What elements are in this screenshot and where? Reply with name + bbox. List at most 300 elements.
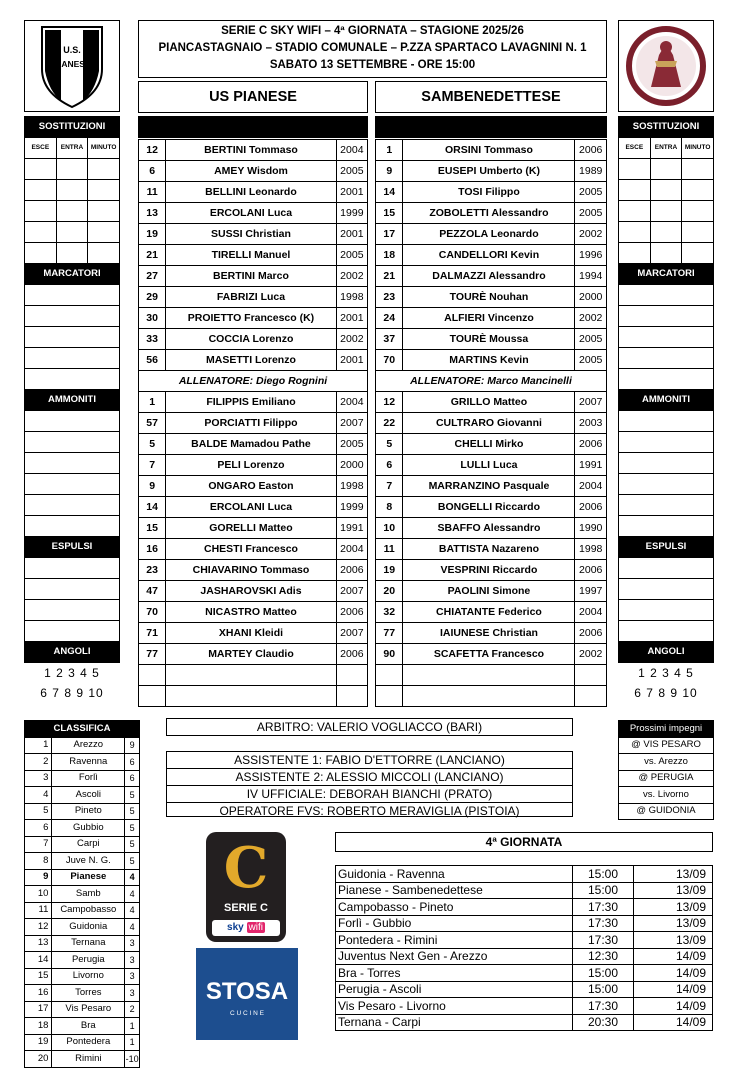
player-name: AMEY Wisdom: [166, 161, 336, 182]
fixture-date: 13/09: [633, 866, 712, 883]
event-cell: [619, 327, 714, 348]
player-birth-year: 2006: [575, 497, 607, 518]
standings-row: [25, 1051, 140, 1068]
empty-cell: [139, 686, 166, 707]
event-row: [619, 180, 714, 201]
substitutions-header-row: [25, 117, 120, 138]
event-cell: [682, 201, 714, 222]
player-number: 29: [139, 287, 166, 308]
player-number: 16: [139, 539, 166, 560]
player-name: CHIATANTE Federico: [403, 602, 575, 623]
fixture-row: [336, 866, 713, 883]
player-number: 8: [376, 497, 403, 518]
event-cell: [25, 369, 120, 390]
standings-row: [25, 968, 140, 985]
corners-row: [25, 683, 120, 703]
player-name: BATTISTA Nazareno: [403, 539, 575, 560]
fixture-teams: Pontedera - Rimini: [336, 932, 573, 949]
corners-row: [25, 663, 120, 684]
event-row: [25, 243, 120, 264]
event-cell: [88, 180, 120, 201]
event-row: [619, 474, 714, 495]
event-row: [619, 306, 714, 327]
standings-points: 6: [125, 770, 140, 787]
sub-col-esce: ESCE: [619, 138, 651, 159]
fixture-date: 13/09: [633, 915, 712, 932]
event-row: [619, 222, 714, 243]
bookings-label: AMMONITI: [619, 390, 714, 411]
player-name: XHANI Kleidi: [166, 623, 336, 644]
empty-row: [139, 665, 368, 686]
player-number: 15: [376, 203, 403, 224]
away-roster-table: [375, 139, 607, 707]
event-row: [25, 201, 120, 222]
standings-row: [25, 737, 140, 754]
player-row: [139, 602, 368, 623]
standings-row: [25, 1018, 140, 1035]
player-number: 23: [139, 560, 166, 581]
standings-position: 10: [25, 886, 52, 903]
player-name: DALMAZZI Alessandro: [403, 266, 575, 287]
event-cell: [25, 516, 120, 537]
home-events-panel: [24, 116, 120, 703]
fixture-date: 14/09: [633, 965, 712, 982]
player-number: 15: [139, 518, 166, 539]
sendings-off-label: ESPULSI: [25, 537, 120, 558]
player-row: [139, 539, 368, 560]
sub-col-minuto: MINUTO: [88, 138, 120, 159]
fourth-official: IV UFFICIALE: DEBORAH BIANCHI (PRATO): [167, 786, 572, 803]
event-cell: [25, 474, 120, 495]
standings-points: 5: [125, 853, 140, 870]
player-number: 77: [376, 623, 403, 644]
player-birth-year: 2002: [336, 266, 367, 287]
standings-row: [25, 985, 140, 1002]
player-row: [376, 644, 607, 665]
standings-points: 3: [125, 935, 140, 952]
event-row: [25, 306, 120, 327]
standings-row: [25, 770, 140, 787]
player-number: 7: [139, 455, 166, 476]
event-cell: [619, 432, 714, 453]
player-birth-year: 2004: [336, 140, 367, 161]
player-birth-year: 2005: [575, 182, 607, 203]
fixture-time: 17:30: [573, 932, 634, 949]
wifi-text: wifi: [248, 922, 263, 933]
player-row: [376, 140, 607, 161]
sub-col-entra: ENTRA: [56, 138, 88, 159]
event-cell: [88, 201, 120, 222]
standings-row: [25, 754, 140, 771]
home-team-name: US PIANESE: [138, 81, 368, 113]
player-name: VESPRINI Riccardo: [403, 560, 575, 581]
fixture-row: [336, 1014, 713, 1031]
corners-numbers-1: 1 2 3 4 5: [638, 666, 694, 680]
assistant-1: ASSISTENTE 1: FABIO D'ETTORRE (LANCIANO): [167, 752, 572, 769]
header-competition: SERIE C SKY WIFI – 4ª GIORNATA – STAGIONE 2025/26: [221, 25, 524, 37]
event-row: [25, 600, 120, 621]
event-row: [25, 222, 120, 243]
standings-team: Pianese: [52, 869, 125, 886]
standings-team: Rimini: [52, 1051, 125, 1068]
next-fixtures-table: [618, 720, 714, 820]
event-cell: [619, 558, 714, 579]
empty-cell: [575, 665, 607, 686]
event-cell: [25, 411, 120, 432]
standings-row: [25, 803, 140, 820]
substitutions-subheader: [25, 138, 120, 159]
fixture-row: [336, 932, 713, 949]
player-number: 10: [376, 518, 403, 539]
fixture-time: 15:00: [573, 965, 634, 982]
player-name: PROIETTO Francesco (K): [166, 308, 336, 329]
player-number: 12: [376, 392, 403, 413]
player-name: PEZZOLA Leonardo: [403, 224, 575, 245]
player-number: 56: [139, 350, 166, 371]
fixture-teams: Guidonia - Ravenna: [336, 866, 573, 883]
player-name: CHIAVARINO Tommaso: [166, 560, 336, 581]
player-number: 33: [139, 329, 166, 350]
event-cell: [619, 621, 714, 642]
player-row: [376, 392, 607, 413]
bookings-header-row: [25, 390, 120, 411]
player-birth-year: 2005: [336, 161, 367, 182]
player-row: [139, 623, 368, 644]
player-birth-year: 2002: [336, 329, 367, 350]
player-name: ERCOLANI Luca: [166, 497, 336, 518]
player-row: [376, 266, 607, 287]
event-cell: [56, 180, 88, 201]
player-row: [376, 434, 607, 455]
event-cell: [25, 306, 120, 327]
round-fixtures-table: [335, 865, 713, 1031]
scorers-label: MARCATORI: [619, 264, 714, 285]
event-cell: [619, 453, 714, 474]
event-cell: [619, 516, 714, 537]
player-number: 27: [139, 266, 166, 287]
player-number: 24: [376, 308, 403, 329]
player-number: 47: [139, 581, 166, 602]
event-cell: [619, 222, 651, 243]
player-name: LULLI Luca: [403, 455, 575, 476]
player-row: [376, 287, 607, 308]
player-number: 71: [139, 623, 166, 644]
player-birth-year: 2007: [336, 413, 367, 434]
standings-points: 5: [125, 820, 140, 837]
standings-row: [25, 853, 140, 870]
event-row: [619, 558, 714, 579]
player-number: 6: [139, 161, 166, 182]
event-cell: [56, 243, 88, 264]
player-birth-year: 2003: [575, 413, 607, 434]
event-cell: [25, 285, 120, 306]
fixture-date: 14/09: [633, 981, 712, 998]
player-birth-year: 1999: [336, 497, 367, 518]
player-number: 1: [139, 392, 166, 413]
event-cell: [650, 222, 682, 243]
player-row: [139, 224, 368, 245]
player-name: PAOLINI Simone: [403, 581, 575, 602]
fixture-time: 17:30: [573, 899, 634, 916]
standings-position: 6: [25, 820, 52, 837]
serie-c-letter: C: [223, 835, 269, 901]
standings-row: [25, 869, 140, 886]
player-row: [139, 182, 368, 203]
player-row: [139, 350, 368, 371]
event-cell: [25, 558, 120, 579]
standings-header-row: [25, 721, 140, 738]
player-name: GORELLI Matteo: [166, 518, 336, 539]
player-birth-year: 1994: [575, 266, 607, 287]
fixture-date: 13/09: [633, 882, 712, 899]
standings-points: 4: [125, 886, 140, 903]
player-number: 13: [139, 203, 166, 224]
fixture-teams: Ternana - Carpi: [336, 1014, 573, 1031]
event-cell: [25, 621, 120, 642]
event-cell: [25, 222, 57, 243]
standings-row: [25, 820, 140, 837]
player-row: [376, 203, 607, 224]
player-name: BERTINI Marco: [166, 266, 336, 287]
event-row: [619, 579, 714, 600]
referee: ARBITRO: VALERIO VOGLIACCO (BARI): [166, 718, 573, 736]
player-row: [376, 350, 607, 371]
fixture-date: 14/09: [633, 948, 712, 965]
fixture-teams: Vis Pesaro - Livorno: [336, 998, 573, 1015]
event-cell: [682, 159, 714, 180]
player-row: [376, 329, 607, 350]
event-cell: [25, 201, 57, 222]
player-name: ZOBOLETTI Alessandro: [403, 203, 575, 224]
event-row: [619, 432, 714, 453]
player-name: BALDE Mamadou Pathe: [166, 434, 336, 455]
player-number: 77: [139, 644, 166, 665]
player-row: [139, 518, 368, 539]
player-row: [139, 161, 368, 182]
event-row: [619, 516, 714, 537]
empty-cell: [336, 686, 367, 707]
standings-team: Livorno: [52, 968, 125, 985]
standings-points: 5: [125, 836, 140, 853]
standings-position: 15: [25, 968, 52, 985]
player-number: 14: [376, 182, 403, 203]
event-row: [619, 285, 714, 306]
event-cell: [25, 600, 120, 621]
player-row: [139, 560, 368, 581]
bookings-header-row: [619, 390, 714, 411]
event-cell: [619, 600, 714, 621]
home-roster-bar: [138, 116, 368, 138]
event-row: [25, 411, 120, 432]
player-name: MARTINS Kevin: [403, 350, 575, 371]
standings-position: 2: [25, 754, 52, 771]
next-fixture: @ PERUGIA: [619, 770, 714, 787]
empty-cell: [376, 686, 403, 707]
fixture-row: [336, 882, 713, 899]
standings-position: 1: [25, 737, 52, 754]
event-row: [619, 327, 714, 348]
standings-row: [25, 1034, 140, 1051]
corners-numbers-2: 6 7 8 9 10: [40, 686, 104, 700]
standings-position: 4: [25, 787, 52, 804]
player-row: [376, 182, 607, 203]
next-fixture: @ GUIDONIA: [619, 803, 714, 820]
player-number: 14: [139, 497, 166, 518]
event-cell: [88, 222, 120, 243]
serie-c-logo: [206, 832, 286, 942]
player-number: 5: [376, 434, 403, 455]
player-name: IAIUNESE Christian: [403, 623, 575, 644]
player-birth-year: 2005: [575, 350, 607, 371]
event-row: [25, 369, 120, 390]
away-logo: [618, 20, 714, 112]
standings-points: -10: [125, 1051, 140, 1068]
standings-position: 12: [25, 919, 52, 936]
fixture-row: [336, 965, 713, 982]
player-row: [139, 644, 368, 665]
standings-position: 8: [25, 853, 52, 870]
standings-position: 11: [25, 902, 52, 919]
next-fixture-row: [619, 770, 714, 787]
event-cell: [25, 348, 120, 369]
player-name: CANDELLORI Kevin: [403, 245, 575, 266]
player-birth-year: 2005: [575, 203, 607, 224]
player-row: [376, 413, 607, 434]
standings-team: Juve N. G.: [52, 853, 125, 870]
corners-header-row: [619, 642, 714, 663]
standings-team: Guidonia: [52, 919, 125, 936]
player-number: 32: [376, 602, 403, 623]
player-number: 9: [139, 476, 166, 497]
round-title: 4ª GIORNATA: [335, 832, 713, 852]
event-cell: [25, 243, 57, 264]
next-fixtures-title: Prossimi impegni: [619, 721, 714, 738]
player-number: 11: [139, 182, 166, 203]
player-birth-year: 2005: [575, 329, 607, 350]
standings-position: 18: [25, 1018, 52, 1035]
fixture-date: 14/09: [633, 998, 712, 1015]
player-birth-year: 2004: [336, 392, 367, 413]
standings-row: [25, 952, 140, 969]
player-name: PORCIATTI Filippo: [166, 413, 336, 434]
corners-numbers-2: 6 7 8 9 10: [634, 686, 698, 700]
player-row: [139, 581, 368, 602]
player-birth-year: 2000: [575, 287, 607, 308]
fixture-date: 13/09: [633, 899, 712, 916]
player-number: 9: [376, 161, 403, 182]
event-cell: [650, 201, 682, 222]
player-row: [376, 602, 607, 623]
player-name: MASETTI Lorenzo: [166, 350, 336, 371]
standings-row: [25, 1001, 140, 1018]
fixture-time: 17:30: [573, 998, 634, 1015]
standings-points: 5: [125, 787, 140, 804]
player-birth-year: 2001: [336, 350, 367, 371]
player-name: FABRIZI Luca: [166, 287, 336, 308]
player-birth-year: 2007: [575, 392, 607, 413]
bookings-label: AMMONITI: [25, 390, 120, 411]
standings-points: 1: [125, 1034, 140, 1051]
fixture-time: 12:30: [573, 948, 634, 965]
player-name: JASHAROVSKI Adis: [166, 581, 336, 602]
player-name: SUSSI Christian: [166, 224, 336, 245]
standings-row: [25, 919, 140, 936]
player-number: 7: [376, 476, 403, 497]
event-cell: [619, 201, 651, 222]
player-row: [139, 287, 368, 308]
player-birth-year: 1998: [336, 476, 367, 497]
standings-team: Vis Pesaro: [52, 1001, 125, 1018]
fixture-date: 14/09: [633, 1014, 712, 1031]
standings-points: 6: [125, 754, 140, 771]
event-row: [25, 180, 120, 201]
event-row: [25, 453, 120, 474]
event-cell: [25, 159, 57, 180]
player-birth-year: 2004: [575, 476, 607, 497]
player-name: COCCIA Lorenzo: [166, 329, 336, 350]
coach-row: [376, 371, 607, 392]
player-birth-year: 1999: [336, 203, 367, 224]
standings-team: Bra: [52, 1018, 125, 1035]
corners-header-row: [25, 642, 120, 663]
player-number: 21: [376, 266, 403, 287]
empty-row: [376, 686, 607, 707]
empty-cell: [166, 665, 336, 686]
standings-points: 5: [125, 803, 140, 820]
assistant-2: ASSISTENTE 2: ALESSIO MICCOLI (LANCIANO): [167, 769, 572, 786]
event-row: [25, 474, 120, 495]
standings-points: 1: [125, 1018, 140, 1035]
player-birth-year: 1989: [575, 161, 607, 182]
player-name: BELLINI Leonardo: [166, 182, 336, 203]
player-row: [139, 245, 368, 266]
fixture-teams: Forlì - Gubbio: [336, 915, 573, 932]
player-row: [139, 140, 368, 161]
player-birth-year: 1996: [575, 245, 607, 266]
player-row: [376, 497, 607, 518]
event-cell: [650, 243, 682, 264]
away-roster-bar: [375, 116, 607, 138]
player-name: BONGELLI Riccardo: [403, 497, 575, 518]
away-events-panel: [618, 116, 714, 703]
header-datetime: SABATO 13 SETTEMBRE - ORE 15:00: [269, 59, 476, 71]
player-number: 22: [376, 413, 403, 434]
player-birth-year: 1998: [336, 287, 367, 308]
fixture-row: [336, 981, 713, 998]
player-row: [139, 266, 368, 287]
player-number: 70: [139, 602, 166, 623]
player-row: [376, 476, 607, 497]
player-row: [376, 161, 607, 182]
sambenedettese-crest-icon: [619, 21, 713, 111]
sendings-off-header-row: [25, 537, 120, 558]
player-name: SCAFETTA Francesco: [403, 644, 575, 665]
event-cell: [619, 495, 714, 516]
event-cell: [650, 159, 682, 180]
event-cell: [619, 474, 714, 495]
empty-cell: [575, 686, 607, 707]
event-row: [619, 453, 714, 474]
empty-row: [139, 686, 368, 707]
event-cell: [619, 579, 714, 600]
player-row: [139, 392, 368, 413]
player-name: MARRANZINO Pasquale: [403, 476, 575, 497]
next-fixture: vs. Arezzo: [619, 754, 714, 771]
standings-position: 7: [25, 836, 52, 853]
serie-c-label: SERIE C: [223, 902, 268, 914]
standings-team: Samb: [52, 886, 125, 903]
event-cell: [25, 579, 120, 600]
